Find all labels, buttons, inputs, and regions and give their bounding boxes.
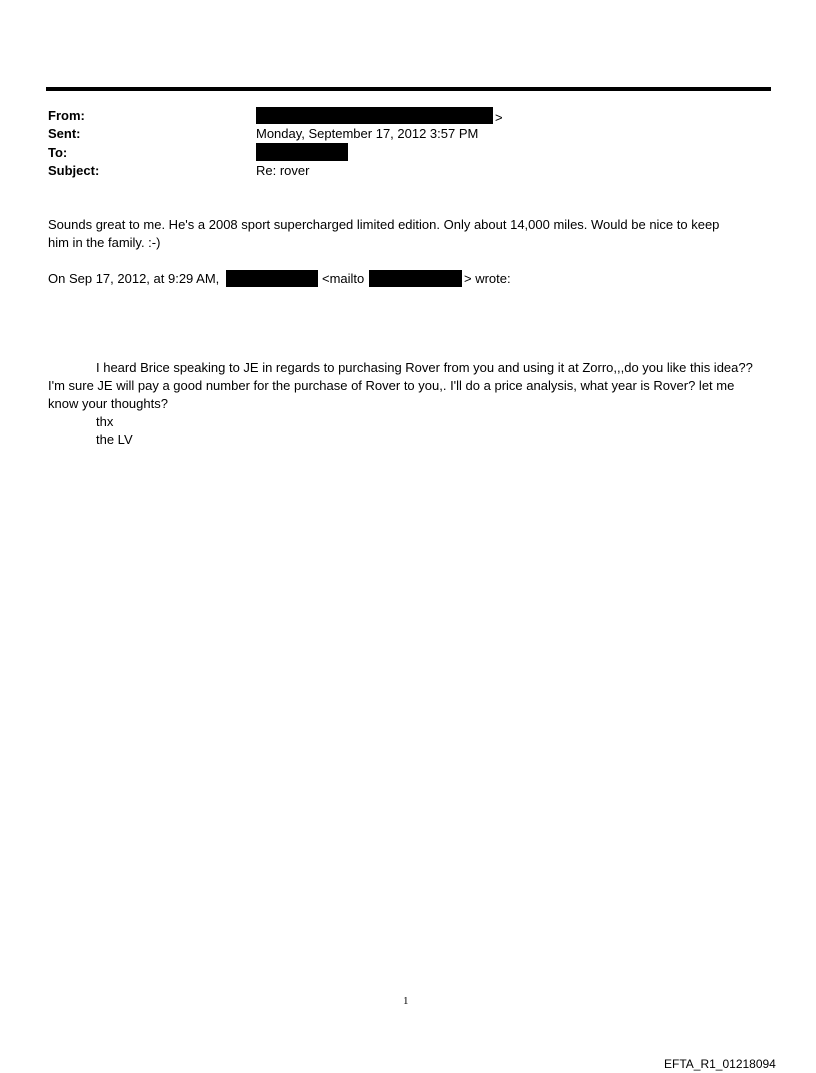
reply-line-2: him in the family. :-) (48, 235, 161, 250)
to-redaction (256, 143, 348, 161)
bates-number: EFTA_R1_01218094 (664, 1057, 776, 1071)
quoted-line-3: know your thoughts? (48, 396, 168, 411)
quoted-line-5: the LV (96, 432, 133, 447)
sent-value: Monday, September 17, 2012 3:57 PM (256, 126, 479, 141)
subject-label: Subject: (48, 163, 100, 178)
sent-label: Sent: (48, 126, 81, 141)
header-divider (46, 87, 771, 91)
to-label: To: (48, 145, 68, 160)
quote-intro-mailto: <mailto (322, 271, 365, 286)
quote-intro-suffix: > wrote: (464, 271, 511, 286)
quoted-line-4: thx (96, 414, 114, 429)
subject-value: Re: rover (256, 163, 310, 178)
from-redaction (256, 107, 493, 124)
from-label: From: (48, 108, 85, 123)
sender-email-redaction (369, 270, 462, 287)
reply-line-1: Sounds great to me. He's a 2008 sport supercharged limited edition. Only about 14,000 miles. Would be nice to keep (48, 217, 720, 232)
from-suffix: > (495, 110, 503, 125)
page-number: 1 (403, 995, 409, 1007)
quoted-line-1: I heard Brice speaking to JE in regards to purchasing Rover from you and using it at Zorro,,,do you like this idea?? (96, 360, 753, 375)
sender-name-redaction (226, 270, 318, 287)
quote-intro-prefix: On Sep 17, 2012, at 9:29 AM, (48, 271, 220, 286)
quoted-line-2: I'm sure JE will pay a good number for the purchase of Rover to you,. I'll do a price analysis, what year is Rover? let me (48, 378, 735, 393)
